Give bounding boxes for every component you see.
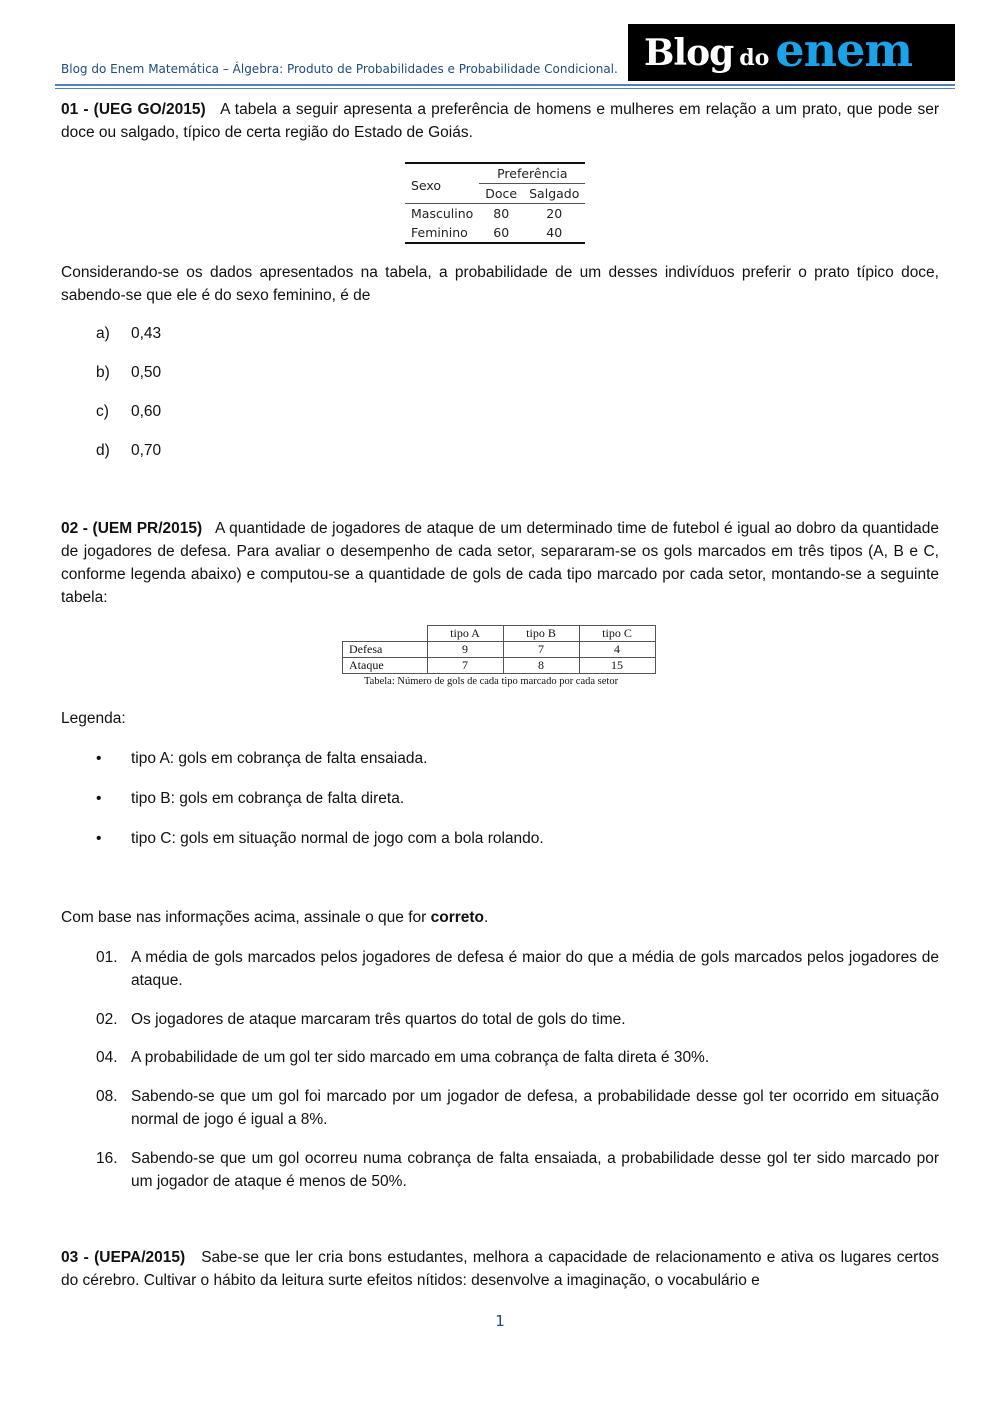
q2-table-caption: Tabela: Número de gols de cada tipo marcado por cada setor xyxy=(364,676,619,687)
q2-label: 02 - (UEM PR/2015) xyxy=(61,520,203,537)
cell-doce: 80 xyxy=(493,206,510,221)
cell-b: 7 xyxy=(503,642,579,658)
q1-question: Considerando-se os dados apresentados na tabela, a probabilidade de um desses indivíduos preferir o prato típico doce, sabendo-se que ele é do sexo feminino, é de xyxy=(61,264,939,304)
cell-salgado: 20 xyxy=(546,206,563,221)
q1-option-b: b) 0,50 xyxy=(96,364,162,381)
q2-item-01: 01. A média de gols marcados pelos jogadores de defesa é maior do que a média de gols marcados pelos jogadores de ataque. xyxy=(96,949,939,989)
q1-option-c: c) 0,60 xyxy=(96,403,162,420)
table-row xyxy=(405,204,585,224)
q2-item-16: 16. Sabendo-se que um gol ocorreu numa cobrança de falta ensaiada, a probabilidade desse gol ter sido marcado por um jogador de ataque é menos de 50%. xyxy=(96,1150,939,1190)
q1-option-a: a) 0,43 xyxy=(96,325,162,342)
cell-doce: 60 xyxy=(493,225,510,240)
q2-item-02: 02. Os jogadores de ataque marcaram três quartos do total de gols do time. xyxy=(96,1011,626,1028)
table-row xyxy=(343,642,656,658)
q2-table xyxy=(342,625,656,674)
bullet-icon: • xyxy=(96,750,102,767)
cell-c: 4 xyxy=(579,642,655,658)
q2-legend-item: • tipo C: gols em situação normal de jogo com a bola rolando. xyxy=(96,830,544,847)
q2-item-08: 08. Sabendo-se que um gol foi marcado por um jogador de defesa, a probabilidade desse gol ter ocorrido em situação normal de jogo é igual a 8%. xyxy=(96,1088,939,1128)
q2-prompt: Com base nas informações acima, assinale o que for correto. xyxy=(61,909,489,926)
cell-sector: Defesa xyxy=(343,642,428,658)
cell-a: 9 xyxy=(427,642,503,658)
logo-blog-text: Blog xyxy=(644,31,734,74)
bullet-icon: • xyxy=(96,790,102,807)
q1-intro-text: A tabela a seguir apresenta a preferência de homens e mulheres em relação a um prato, que pode ser doce ou salgado, típico de certa região do Estado de Goiás. xyxy=(61,101,939,141)
logo-do-text: do xyxy=(739,44,770,71)
cell-salgado: 40 xyxy=(546,225,563,240)
q2-intro-text: A quantidade de jogadores de ataque de um determinado time de futebol é igual ao dobro da quantidade de jogadores de defesa. Para avaliar o desempenho de cada setor, separaram-se os gols marcados em três tipos (A, B e C, conforme legenda abaixo) e computou-se a quantidade de gols de cada tipo marcado por cada setor, montando-se a seguinte tabela: xyxy=(61,520,939,606)
q1-table xyxy=(405,162,585,244)
logo-enem-text: enem xyxy=(775,22,913,77)
header-rule xyxy=(55,84,955,86)
bullet-icon: • xyxy=(96,830,102,847)
blog-do-enem-logo xyxy=(628,24,955,81)
q1-col-doce: Doce xyxy=(485,186,518,201)
cell-c: 15 xyxy=(579,658,655,674)
cell-b: 8 xyxy=(503,658,579,674)
table-row xyxy=(405,223,585,243)
cell-sexo: Feminino xyxy=(411,225,468,240)
q2-corner-cell xyxy=(343,626,428,642)
header-rule-thin xyxy=(55,88,955,89)
q2-prompt-bold: correto xyxy=(430,909,485,926)
q1-label: 01 - (UEG GO/2015) xyxy=(61,101,206,118)
q3-label: 03 - (UEPA/2015) xyxy=(61,1249,186,1266)
table-row xyxy=(343,658,656,674)
q1-intro xyxy=(61,98,939,144)
q1-col-salgado: Salgado xyxy=(529,186,580,201)
q1-col-pref: Preferência xyxy=(479,163,585,184)
q3-intro-text: Sabe-se que ler cria bons estudantes, melhora a capacidade de relacionamento e ativa os lugares certos do cérebro. Cultivar o hábito da leitura surte efeitos nítidos: desenvolve a imaginação, o vocabulário e xyxy=(61,1249,940,1289)
q2-col-tipo-b: tipo B xyxy=(503,626,579,642)
page-number: 1 xyxy=(495,1312,505,1330)
cell-sexo: Masculino xyxy=(411,206,474,221)
q2-legend-item: • tipo B: gols em cobrança de falta direta. xyxy=(96,790,405,807)
q1-option-d: d) 0,70 xyxy=(96,442,162,459)
q3-intro xyxy=(61,1246,939,1292)
cell-a: 7 xyxy=(427,658,503,674)
q2-item-04: 04. A probabilidade de um gol ter sido marcado em uma cobrança de falta direta é 30%. xyxy=(96,1049,710,1066)
q2-legend-title: Legenda: xyxy=(61,710,126,727)
q2-col-tipo-a: tipo A xyxy=(427,626,503,642)
q1-col-sexo: Sexo xyxy=(411,177,442,193)
q2-legend-item: • tipo A: gols em cobrança de falta ensaiada. xyxy=(96,750,428,767)
cell-sector: Ataque xyxy=(343,658,428,674)
header-title: Blog do Enem Matemática – Álgebra: Produto de Probabilidades e Probabilidade Condicional. xyxy=(61,62,618,76)
q2-intro xyxy=(61,517,939,609)
q2-col-tipo-c: tipo C xyxy=(579,626,655,642)
